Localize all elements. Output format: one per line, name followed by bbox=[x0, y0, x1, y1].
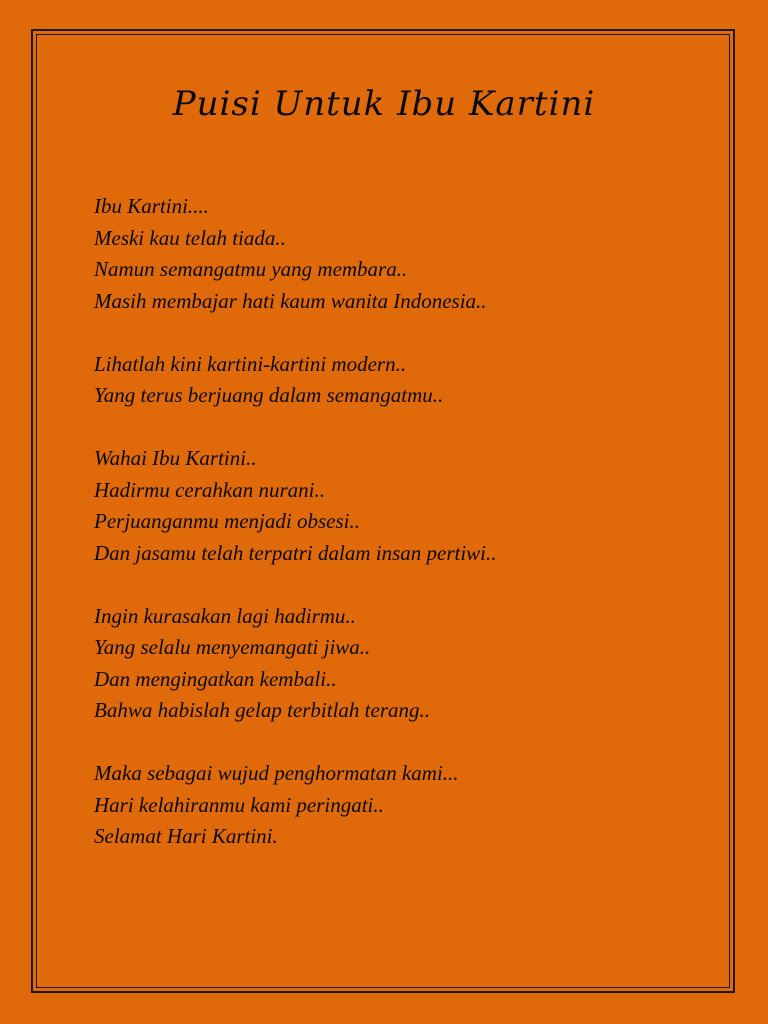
poem-line: Hari kelahiranmu kami peringati.. bbox=[94, 792, 384, 817]
poem-line: Wahai Ibu Kartini.. bbox=[94, 446, 257, 470]
poem-line: Ibu Kartini.... bbox=[94, 194, 209, 218]
stanza-3 bbox=[94, 443, 714, 569]
poem-line: Masih membajar hati kaum wanita Indonesia.. bbox=[94, 288, 487, 313]
poem-line: Bahwa habislah gelap terbitlah terang.. bbox=[94, 698, 430, 722]
poem-line: Dan jasamu telah terpatri dalam insan pertiwi.. bbox=[94, 540, 497, 565]
poem-title: Puisi Untuk Ibu Kartini bbox=[172, 84, 596, 124]
poem-line: Namun semangatmu yang membara.. bbox=[94, 257, 408, 281]
poem-line: Yang terus berjuang dalam semangatmu.. bbox=[94, 383, 444, 407]
stanza-5 bbox=[94, 758, 714, 853]
stanza-4 bbox=[94, 601, 714, 727]
poem-line: Lihatlah kini kartini-kartini modern.. bbox=[94, 351, 407, 376]
poem-line: Dan mengingatkan kembali.. bbox=[94, 666, 337, 691]
poem-line: Meski kau telah tiada.. bbox=[94, 225, 286, 250]
poem-line: Selamat Hari Kartini. bbox=[94, 824, 278, 848]
poem-line: Perjuanganmu menjadi obsesi.. bbox=[94, 509, 360, 533]
poem-line: Ingin kurasakan lagi hadirmu.. bbox=[94, 603, 356, 628]
poem-line: Hadirmu cerahkan nurani.. bbox=[94, 477, 325, 502]
poem-body bbox=[94, 191, 714, 884]
poem-line: Maka sebagai wujud penghormatan kami... bbox=[94, 761, 459, 785]
poem-line: Yang selalu menyemangati jiwa.. bbox=[94, 635, 371, 659]
stanza-1 bbox=[94, 191, 714, 317]
stanza-2 bbox=[94, 349, 714, 412]
